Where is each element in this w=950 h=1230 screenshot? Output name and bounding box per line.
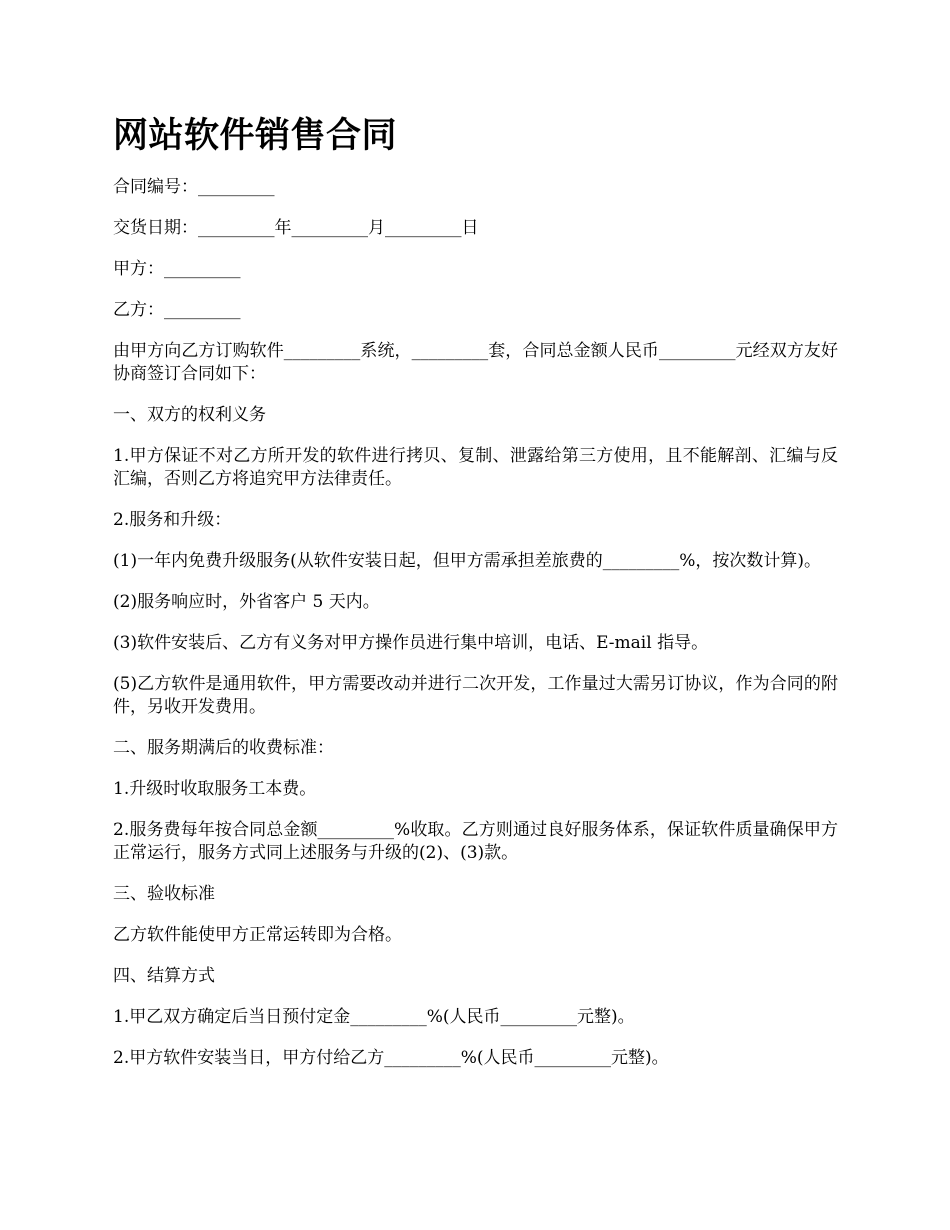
party-a: 甲方：_________ (113, 259, 241, 279)
section-heading: 一、双方的权利义务 (113, 405, 266, 425)
contract-number: 合同编号：_________ (113, 177, 275, 197)
section-heading: 四、结算方式 (113, 966, 215, 986)
delivery-date: 交货日期：_________年_________月_________日 (113, 218, 479, 238)
document-body (113, 176, 838, 1070)
clause: (3)软件安装后、乙方有义务对甲方操作员进行集中培训，电话、E-mail 指导。 (113, 633, 709, 653)
clause: (2)服务响应时，外省客户 5 天内。 (113, 592, 380, 612)
clause: 2.甲方软件安装当日，甲方付给乙方_________%(人民币_________元整)。 (113, 1048, 669, 1068)
document-title: 网站软件销售合同 (113, 115, 398, 156)
clause: 1.升级时收取服务工本费。 (113, 779, 317, 799)
section-heading: 三、验收标准 (113, 884, 215, 904)
clause: 2.服务和升级： (113, 510, 232, 530)
clause: (1)一年内免费升级服务(从软件安装日起，但甲方需承担差旅费的_________%，按次数计算)。 (113, 551, 821, 571)
clause: 1.甲方保证不对乙方所开发的软件进行拷贝、复制、泄露给第三方使用，且不能解剖、汇编与反汇编，否则乙方将追究甲方法律责任。 (113, 446, 838, 489)
clause: 乙方软件能使甲方正常运转即为合格。 (113, 925, 402, 945)
preamble: 由甲方向乙方订购软件_________系统，_________套，合同总金额人民币_________元经双方友好协商签订合同如下： (113, 341, 838, 384)
party-b: 乙方：_________ (113, 300, 241, 320)
clause: (5)乙方软件是通用软件，甲方需要改动并进行二次开发，工作量过大需另订协议，作为合同的附件，另收开发费用。 (113, 674, 838, 717)
clause: 1.甲乙双方确定后当日预付定金_________%(人民币_________元整)。 (113, 1007, 635, 1027)
clause: 2.服务费每年按合同总金额_________%收取。乙方则通过良好服务体系，保证软件质量确保甲方正常运行，服务方式同上述服务与升级的(2)、(3)款。 (113, 820, 838, 863)
section-heading: 二、服务期满后的收费标准： (113, 738, 334, 758)
document-page (113, 110, 838, 1088)
